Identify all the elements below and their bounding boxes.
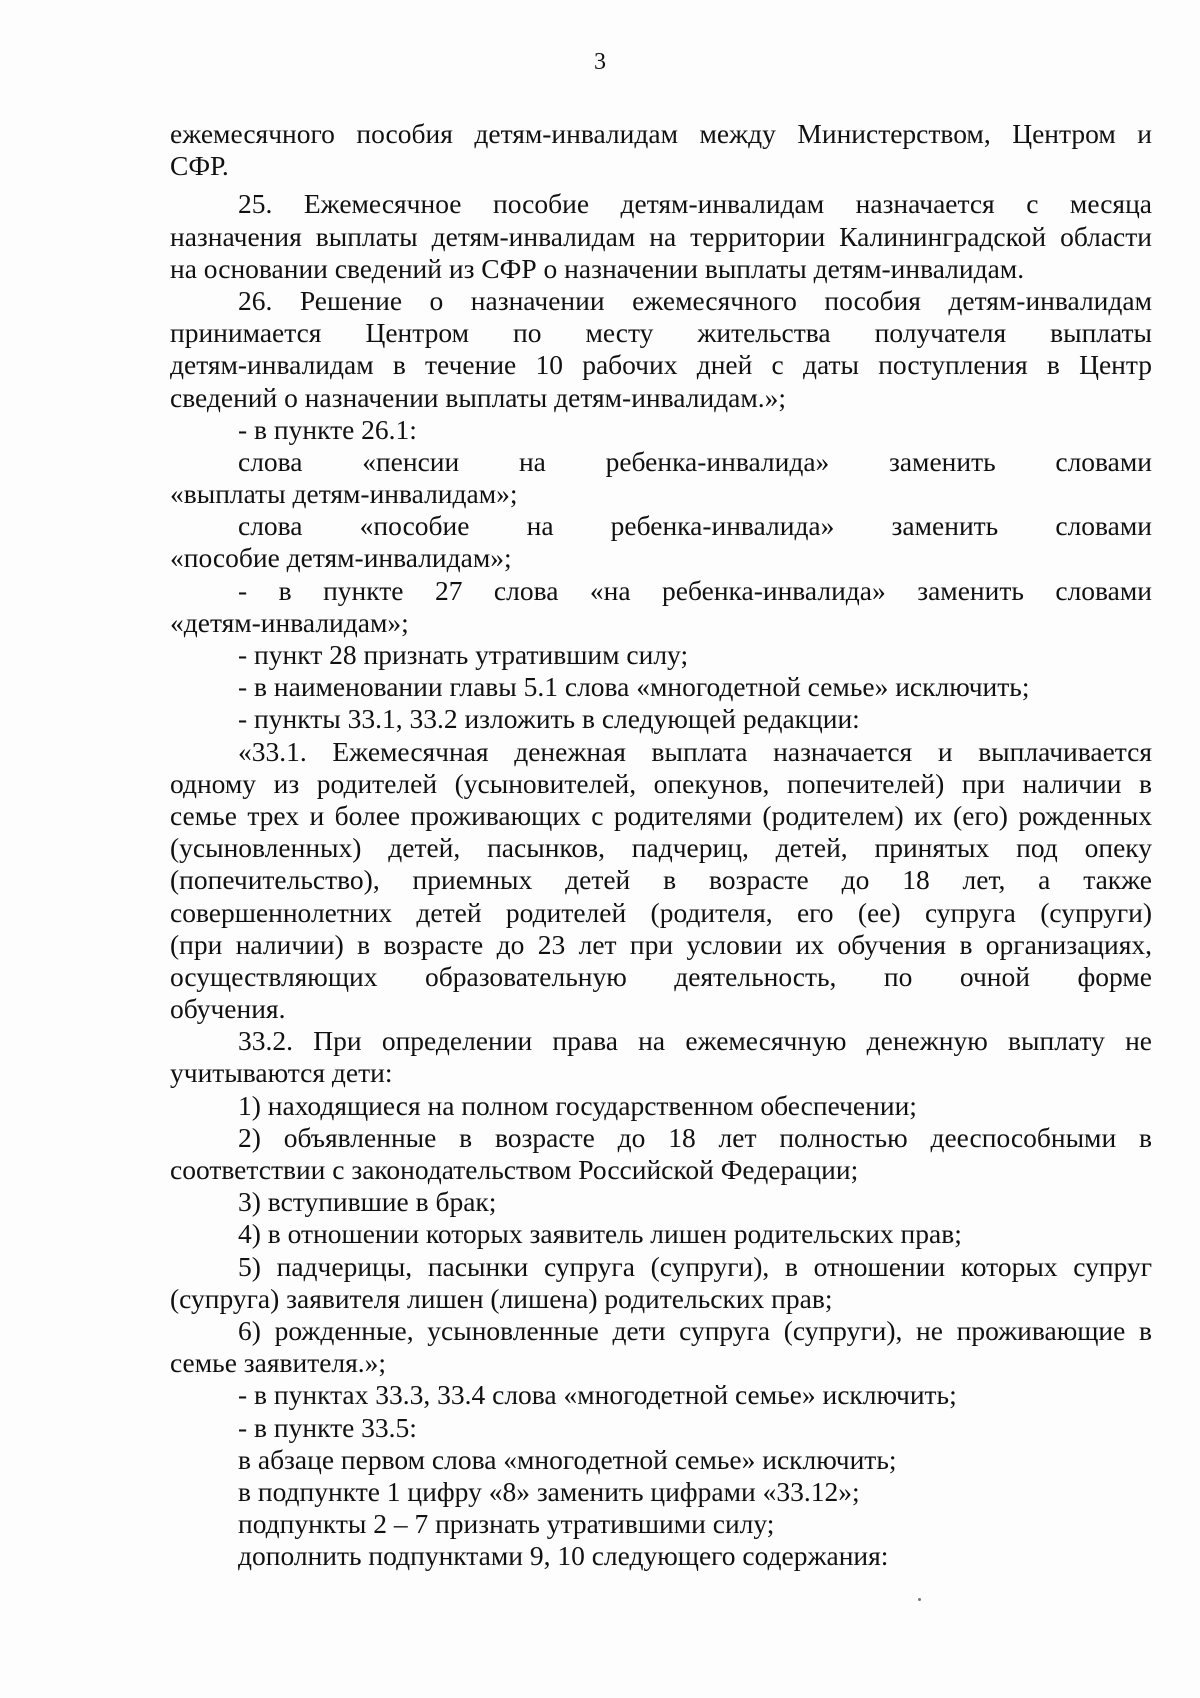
text-line: осуществляющих образовательную деятельность, по очной форме	[170, 960, 1152, 992]
text-line: «пособие детям-инвалидам»;	[170, 542, 512, 574]
text-line: СФР.	[170, 150, 229, 182]
paragraph-start-33-2: 33.2. При определении права на ежемесячную денежную выплату не	[238, 1025, 1152, 1057]
list-item: 4) в отношении которых заявитель лишен родительских прав;	[238, 1218, 962, 1250]
page-number: 3	[594, 49, 606, 75]
text-line: учитываются дети:	[170, 1057, 393, 1089]
text-line: совершеннолетних детей родителей (родителя, его (ее) супруга (супруги)	[170, 896, 1152, 928]
text-line: принимается Центром по месту жительства получателя выплаты	[170, 317, 1152, 349]
text-line: (усыновленных) детей, пасынков, падчериц, детей, принятых под опеку	[170, 832, 1152, 864]
text-line: - в наименовании главы 5.1 слова «многодетной семье» исключить;	[238, 671, 1030, 703]
text-line: «выплаты детям-инвалидам»;	[170, 478, 518, 510]
text-line: в абзаце первом слова «многодетной семье» исключить;	[238, 1443, 897, 1475]
text-line: ежемесячного пособия детям-инвалидам между Министерством, Центром и	[170, 118, 1152, 149]
text-line: - в пунктах 33.3, 33.4 слова «многодетной семье» исключить;	[238, 1379, 957, 1411]
list-item: 1) находящиеся на полном государственном обеспечении;	[238, 1089, 917, 1121]
document-body	[170, 118, 1152, 1572]
text-line: детям-инвалидам в течение 10 рабочих дней с даты поступления в Центр	[170, 349, 1152, 381]
text-line: (при наличии) в возрасте до 23 лет при условии их обучения в организациях,	[170, 928, 1152, 960]
list-item: 5) падчерицы, пасынки супруга (супруги), в отношении которых супруг	[238, 1250, 1152, 1282]
text-line: (попечительство), приемных детей в возрасте до 18 лет, а также	[170, 864, 1152, 896]
list-item: 3) вступившие в брак;	[238, 1186, 497, 1218]
text-line: - в пункте 26.1:	[238, 413, 417, 445]
text-line: дополнить подпунктами 9, 10 следующего содержания:	[238, 1540, 889, 1572]
text-line: - в пункте 33.5:	[238, 1411, 417, 1443]
text-line: - в пункте 27 слова «на ребенка-инвалида» заменить словами	[238, 574, 1152, 606]
text-line: подпункты 2 – 7 признать утратившими силу;	[238, 1508, 775, 1540]
text-line: одному из родителей (усыновителей, опекунов, попечителей) при наличии в	[170, 767, 1152, 799]
text-line: назначения выплаты детям-инвалидам на территории Калининградской области	[170, 220, 1152, 252]
text-line: сведений о назначении выплаты детям-инвалидам.»;	[170, 381, 787, 413]
scan-speck	[918, 1598, 921, 1601]
text-line: в подпункте 1 цифру «8» заменить цифрами «33.12»;	[238, 1475, 860, 1507]
list-item: 6) рожденные, усыновленные дети супруга (супруги), не проживающие в	[238, 1314, 1152, 1346]
text-line: обучения.	[170, 993, 286, 1025]
text-line: (супруга) заявителя лишен (лишена) родительских прав;	[170, 1282, 833, 1314]
text-line: семье трех и более проживающих с родителями (родителем) их (его) рожденных	[170, 799, 1152, 831]
text-line: «детям-инвалидам»;	[170, 606, 409, 638]
list-item: 2) объявленные в возрасте до 18 лет полностью дееспособными в	[238, 1121, 1152, 1153]
paragraph-start-25: 25. Ежемесячное пособие детям-инвалидам назначается с месяца	[238, 188, 1152, 220]
text-line: семье заявителя.»;	[170, 1347, 387, 1379]
text-line: слова «пенсии на ребенка-инвалида» заменить словами	[238, 445, 1152, 477]
paragraph-start-33-1: «33.1. Ежемесячная денежная выплата назначается и выплачивается	[238, 735, 1152, 767]
text-line: слова «пособие на ребенка-инвалида» заменить словами	[238, 510, 1152, 542]
paragraph-start-26: 26. Решение о назначении ежемесячного пособия детям-инвалидам	[238, 284, 1152, 316]
text-line: на основании сведений из СФР о назначении выплаты детям-инвалидам.	[170, 252, 1025, 284]
text-line: - пункт 28 признать утратившим силу;	[238, 639, 689, 670]
text-line: - пункты 33.1, 33.2 изложить в следующей редакции:	[238, 703, 860, 735]
text-line: соответствии с законодательством Российской Федерации;	[170, 1154, 859, 1185]
